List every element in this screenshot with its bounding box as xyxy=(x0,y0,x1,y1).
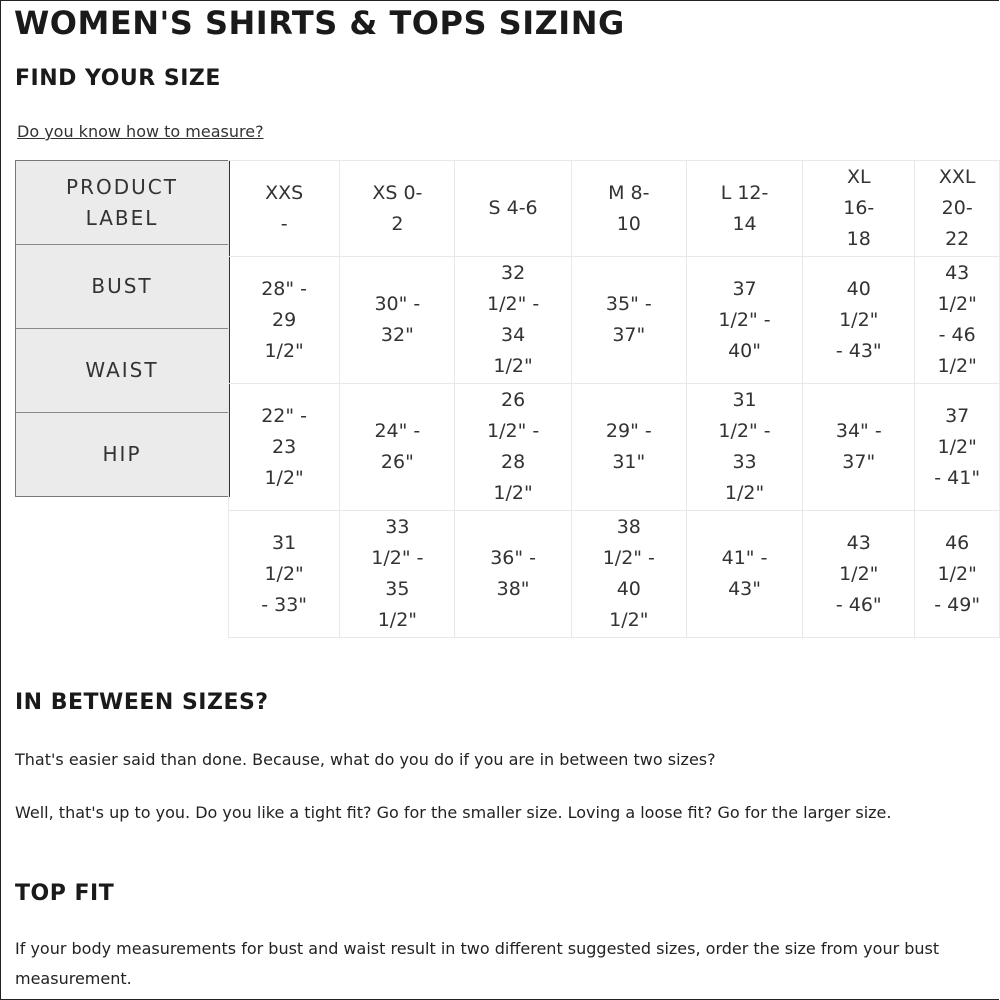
table-cell: 26 1/2" - 28 1/2" xyxy=(455,384,571,511)
in-between-text-2: Well, that's up to you. Do you like a tight fit? Go for the smaller size. Loving a loose fit? Go for the larger size. xyxy=(15,803,892,822)
size-header-cell: XXL 20- 22 xyxy=(915,161,1000,257)
size-header-cell: S 4-6 xyxy=(455,161,571,257)
size-header-cell: XS 0- 2 xyxy=(340,161,455,257)
size-header-cell: L 12- 14 xyxy=(686,161,802,257)
table-cell: 31 1/2" - 33" xyxy=(229,511,340,638)
measure-link[interactable]: Do you know how to measure? xyxy=(17,122,264,141)
size-header-row xyxy=(229,161,1000,257)
table-row xyxy=(229,257,1000,384)
find-size-heading: FIND YOUR SIZE xyxy=(15,66,221,91)
table-cell: 30" - 32" xyxy=(340,257,455,384)
row-labels xyxy=(15,160,230,497)
in-between-heading: IN BETWEEN SIZES? xyxy=(15,690,269,715)
table-cell: 43 1/2" - 46 1/2" xyxy=(915,257,1000,384)
table-cell: 40 1/2" - 43" xyxy=(803,257,915,384)
table-cell: 24" - 26" xyxy=(340,384,455,511)
label-hip: HIP xyxy=(16,413,228,496)
table-cell: 34" - 37" xyxy=(803,384,915,511)
table-cell: 38 1/2" - 40 1/2" xyxy=(571,511,686,638)
top-fit-text-1: If your body measurements for bust and waist result in two different suggested sizes, order the size from your bust xyxy=(15,939,940,958)
label-product: PRODUCT LABEL xyxy=(16,161,228,245)
table-cell: 31 1/2" - 33 1/2" xyxy=(686,384,802,511)
table-cell: 33 1/2" - 35 1/2" xyxy=(340,511,455,638)
label-waist: WAIST xyxy=(16,329,228,413)
table-cell: 29" - 31" xyxy=(571,384,686,511)
table-cell: 37 1/2" - 40" xyxy=(686,257,802,384)
table-cell: 36" - 38" xyxy=(455,511,571,638)
table-cell: 46 1/2" - 49" xyxy=(915,511,1000,638)
table-cell: 35" - 37" xyxy=(571,257,686,384)
page-title: WOMEN'S SHIRTS & TOPS SIZING xyxy=(14,4,625,42)
table-cell: 28" - 29 1/2" xyxy=(229,257,340,384)
top-fit-heading: TOP FIT xyxy=(15,881,115,906)
table-cell: 37 1/2" - 41" xyxy=(915,384,1000,511)
table-cell: 22" - 23 1/2" xyxy=(229,384,340,511)
table-row xyxy=(229,511,1000,638)
table-cell: 41" - 43" xyxy=(686,511,802,638)
size-header-cell: XL 16- 18 xyxy=(803,161,915,257)
size-table xyxy=(228,160,1000,638)
size-header-cell: XXS - xyxy=(229,161,340,257)
table-cell: 32 1/2" - 34 1/2" xyxy=(455,257,571,384)
table-row xyxy=(229,384,1000,511)
size-header-cell: M 8- 10 xyxy=(571,161,686,257)
label-bust: BUST xyxy=(16,245,228,329)
in-between-text-1: That's easier said than done. Because, what do you do if you are in between two sizes? xyxy=(15,750,716,769)
top-fit-text-2: measurement. xyxy=(15,969,132,988)
table-cell: 43 1/2" - 46" xyxy=(803,511,915,638)
